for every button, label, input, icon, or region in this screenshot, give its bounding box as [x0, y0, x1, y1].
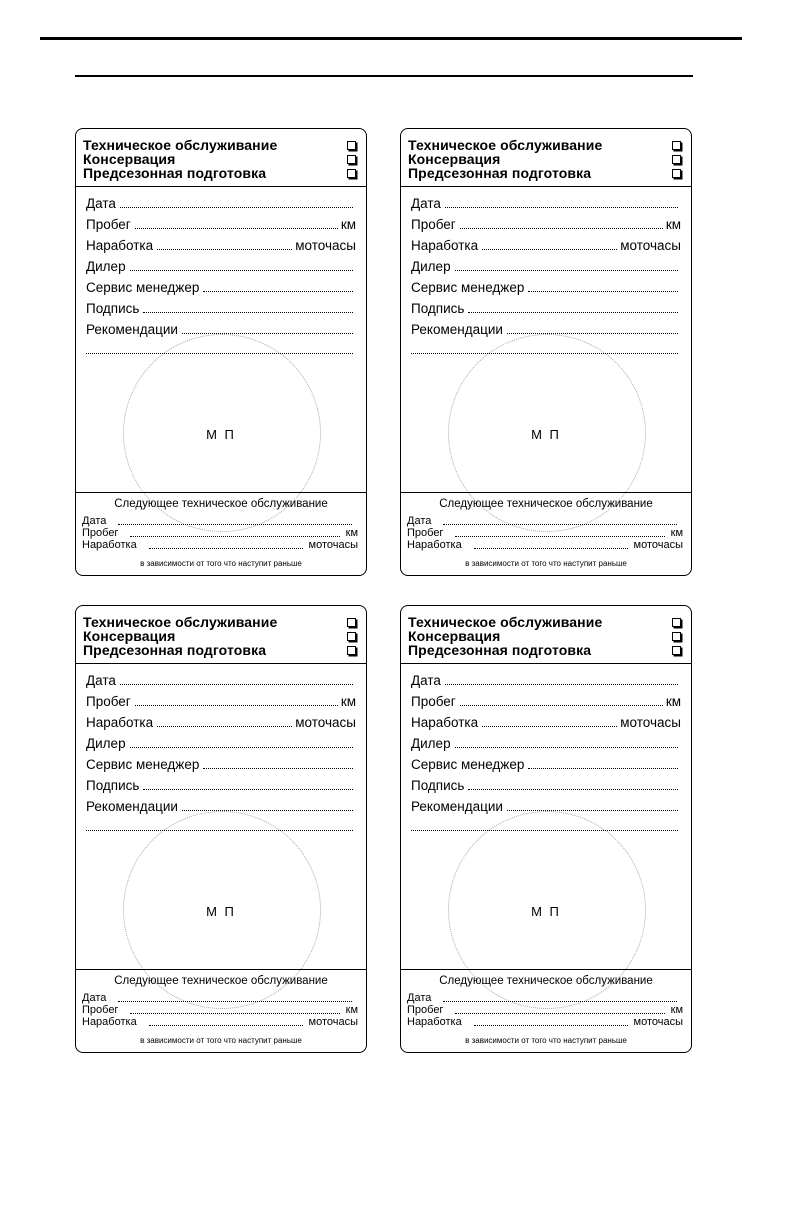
checklist-label: Предсезонная подготовка — [83, 165, 267, 181]
fill-line[interactable] — [135, 228, 338, 229]
fill-line[interactable] — [203, 291, 353, 292]
next-field-mileage[interactable]: Пробег км — [82, 527, 358, 539]
checklist-item-conservation[interactable] — [83, 629, 358, 643]
next-field-date[interactable]: Дата — [407, 515, 683, 527]
checkbox-icon[interactable] — [672, 646, 681, 655]
checklist-label: Техническое обслуживание — [408, 137, 603, 153]
field-dealer[interactable]: Дилер — [86, 736, 356, 752]
field-date[interactable]: Дата — [411, 196, 681, 212]
service-card-2 — [400, 128, 692, 576]
fill-line[interactable] — [482, 249, 617, 250]
fill-line[interactable] — [120, 207, 353, 208]
stamp-label: М П — [531, 904, 561, 919]
checklist-item-preseason[interactable] — [83, 643, 358, 657]
fill-line[interactable] — [86, 353, 353, 354]
field-hours[interactable]: Наработка моточасы — [86, 715, 356, 730]
checkbox-icon[interactable] — [347, 169, 356, 178]
fill-line[interactable] — [130, 747, 353, 748]
fill-line[interactable] — [118, 1001, 352, 1002]
checkbox-icon[interactable] — [672, 632, 681, 641]
checklist-label: Предсезонная подготовка — [408, 642, 592, 658]
checkbox-icon[interactable] — [672, 141, 681, 150]
field-dealer[interactable]: Дилер — [411, 259, 681, 275]
field-service-manager[interactable]: Сервис менеджер — [86, 757, 356, 773]
card-fields — [76, 186, 366, 492]
fill-line[interactable] — [474, 1025, 628, 1026]
next-service-title: Следующее техническое обслуживание — [114, 498, 328, 510]
field-date[interactable]: Дата — [86, 673, 356, 689]
fill-line[interactable] — [443, 1001, 677, 1002]
checkbox-icon[interactable] — [672, 618, 681, 627]
fill-line[interactable] — [507, 810, 678, 811]
next-service-section — [401, 492, 691, 576]
next-service-title: Следующее техническое обслуживание — [439, 975, 653, 987]
fill-line[interactable] — [443, 524, 677, 525]
fill-line[interactable] — [130, 270, 353, 271]
card-fields — [76, 663, 366, 969]
stamp-label: М П — [206, 904, 236, 919]
field-mileage[interactable]: Пробег км — [86, 217, 356, 232]
checklist-label: Консервация — [408, 151, 501, 167]
field-recommendations[interactable]: Рекомендации — [411, 799, 681, 815]
fill-line[interactable] — [411, 353, 678, 354]
fill-line[interactable] — [120, 684, 353, 685]
next-service-title: Следующее техническое обслуживание — [439, 498, 653, 510]
field-recommendations-continued[interactable] — [411, 342, 681, 358]
field-recommendations-continued[interactable] — [86, 819, 356, 835]
stamp-label: М П — [206, 427, 236, 442]
page-header-rule — [75, 75, 693, 77]
next-field-hours[interactable]: Наработка моточасы — [407, 539, 683, 551]
next-field-hours[interactable]: Наработка моточасы — [407, 1016, 683, 1028]
fill-line[interactable] — [455, 1013, 664, 1014]
service-card-4 — [400, 605, 692, 1053]
checklist-item-maintenance[interactable] — [408, 138, 683, 152]
fill-line[interactable] — [143, 789, 353, 790]
checkbox-icon[interactable] — [672, 169, 681, 178]
checklist-label: Техническое обслуживание — [83, 137, 278, 153]
field-hours[interactable]: Наработка моточасы — [411, 715, 681, 730]
field-service-manager[interactable]: Сервис менеджер — [86, 280, 356, 296]
field-signature[interactable]: Подпись — [411, 301, 681, 317]
next-service-title: Следующее техническое обслуживание — [114, 975, 328, 987]
field-service-manager[interactable]: Сервис менеджер — [411, 757, 681, 773]
next-service-note: в зависимости от того что наступит раньше — [465, 559, 627, 568]
fill-line[interactable] — [86, 830, 353, 831]
checklist-item-maintenance[interactable] — [83, 615, 358, 629]
card-checklist — [76, 129, 366, 187]
field-recommendations-continued[interactable] — [411, 819, 681, 835]
field-recommendations[interactable]: Рекомендации — [86, 322, 356, 338]
next-service-note: в зависимости от того что наступит раньше — [465, 1036, 627, 1045]
checklist-item-conservation[interactable] — [408, 152, 683, 166]
checklist-label: Техническое обслуживание — [83, 614, 278, 630]
checklist-label: Консервация — [408, 628, 501, 644]
checkbox-icon[interactable] — [672, 155, 681, 164]
service-card-1 — [75, 128, 367, 576]
next-field-date[interactable]: Дата — [407, 992, 683, 1004]
fill-line[interactable] — [507, 333, 678, 334]
field-signature[interactable]: Подпись — [411, 778, 681, 794]
fill-line[interactable] — [203, 768, 353, 769]
next-field-date[interactable]: Дата — [82, 992, 358, 1004]
checkbox-icon[interactable] — [347, 632, 356, 641]
fill-line[interactable] — [143, 312, 353, 313]
next-field-hours[interactable]: Наработка моточасы — [82, 1016, 358, 1028]
checklist-label: Консервация — [83, 628, 176, 644]
fill-line[interactable] — [455, 536, 664, 537]
service-card-3 — [75, 605, 367, 1053]
field-signature[interactable]: Подпись — [86, 778, 356, 794]
checklist-label: Техническое обслуживание — [408, 614, 603, 630]
fill-line[interactable] — [460, 228, 663, 229]
field-date[interactable]: Дата — [411, 673, 681, 689]
field-hours[interactable]: Наработка моточасы — [86, 238, 356, 253]
next-service-section — [401, 969, 691, 1053]
fill-line[interactable] — [468, 312, 678, 313]
next-service-section — [76, 969, 366, 1053]
fill-line[interactable] — [455, 270, 678, 271]
checklist-item-maintenance[interactable] — [83, 138, 358, 152]
page-top-rule — [40, 37, 742, 40]
field-recommendations[interactable]: Рекомендации — [411, 322, 681, 338]
checklist-label: Консервация — [83, 151, 176, 167]
next-field-mileage[interactable]: Пробег км — [82, 1004, 358, 1016]
fill-line[interactable] — [528, 291, 678, 292]
checkbox-icon[interactable] — [347, 618, 356, 627]
field-mileage[interactable]: Пробег км — [411, 217, 681, 232]
checklist-label: Предсезонная подготовка — [408, 165, 592, 181]
field-dealer[interactable]: Дилер — [411, 736, 681, 752]
fill-line[interactable] — [118, 524, 352, 525]
fill-line[interactable] — [149, 548, 303, 549]
checkbox-icon[interactable] — [347, 141, 356, 150]
fill-line[interactable] — [130, 1013, 339, 1014]
fill-line[interactable] — [460, 705, 663, 706]
next-service-note: в зависимости от того что наступит раньше — [140, 559, 302, 568]
fill-line[interactable] — [157, 726, 292, 727]
field-date[interactable]: Дата — [86, 196, 356, 212]
fill-line[interactable] — [455, 747, 678, 748]
field-signature[interactable]: Подпись — [86, 301, 356, 317]
checkbox-icon[interactable] — [347, 646, 356, 655]
fill-line[interactable] — [411, 830, 678, 831]
checklist-item-conservation[interactable] — [83, 152, 358, 166]
next-field-date[interactable]: Дата — [82, 515, 358, 527]
field-mileage[interactable]: Пробег км — [411, 694, 681, 709]
fill-line[interactable] — [482, 726, 617, 727]
next-service-section — [76, 492, 366, 576]
checklist-item-preseason[interactable] — [408, 166, 683, 180]
checklist-item-preseason[interactable] — [83, 166, 358, 180]
fill-line[interactable] — [135, 705, 338, 706]
checkbox-icon[interactable] — [347, 155, 356, 164]
field-mileage[interactable]: Пробег км — [86, 694, 356, 709]
next-field-hours[interactable]: Наработка моточасы — [82, 539, 358, 551]
field-recommendations[interactable]: Рекомендации — [86, 799, 356, 815]
card-checklist — [401, 129, 691, 187]
field-dealer[interactable]: Дилер — [86, 259, 356, 275]
card-fields — [401, 186, 691, 492]
field-hours[interactable]: Наработка моточасы — [411, 238, 681, 253]
checklist-item-preseason[interactable] — [408, 643, 683, 657]
card-fields — [401, 663, 691, 969]
fill-line[interactable] — [130, 536, 339, 537]
fill-line[interactable] — [182, 810, 353, 811]
field-service-manager[interactable]: Сервис менеджер — [411, 280, 681, 296]
next-field-mileage[interactable]: Пробег км — [407, 527, 683, 539]
checklist-item-maintenance[interactable] — [408, 615, 683, 629]
fill-line[interactable] — [445, 207, 678, 208]
next-service-note: в зависимости от того что наступит раньше — [140, 1036, 302, 1045]
fill-line[interactable] — [445, 684, 678, 685]
card-checklist — [76, 606, 366, 664]
checklist-item-conservation[interactable] — [408, 629, 683, 643]
card-checklist — [401, 606, 691, 664]
field-recommendations-continued[interactable] — [86, 342, 356, 358]
next-field-mileage[interactable]: Пробег км — [407, 1004, 683, 1016]
fill-line[interactable] — [157, 249, 292, 250]
fill-line[interactable] — [474, 548, 628, 549]
fill-line[interactable] — [182, 333, 353, 334]
fill-line[interactable] — [468, 789, 678, 790]
stamp-label: М П — [531, 427, 561, 442]
fill-line[interactable] — [149, 1025, 303, 1026]
checklist-label: Предсезонная подготовка — [83, 642, 267, 658]
fill-line[interactable] — [528, 768, 678, 769]
